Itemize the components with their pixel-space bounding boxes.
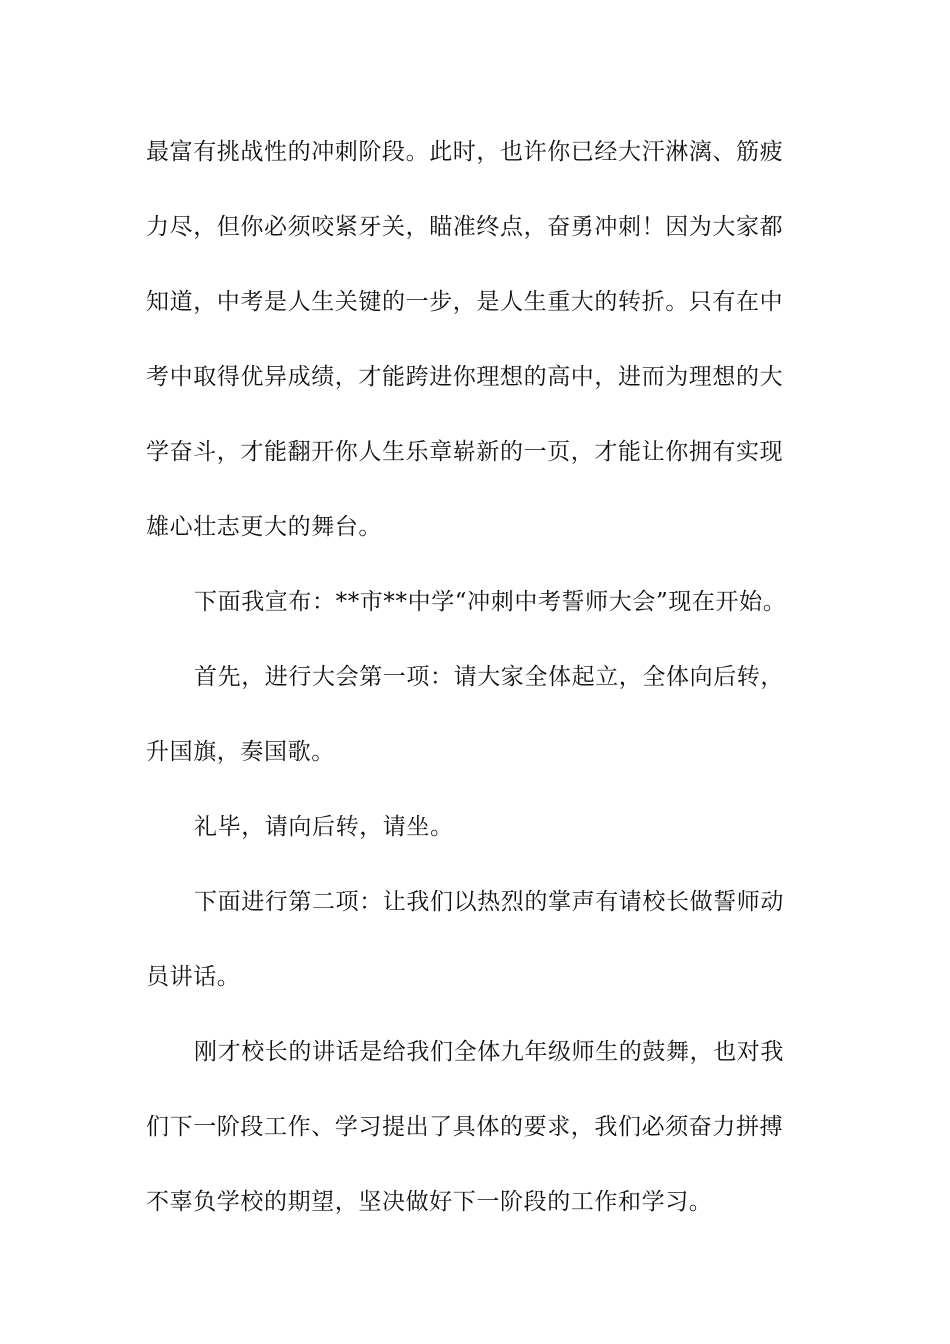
paragraph-line-1: 最富有挑战性的冲刺阶段。此时，也许你已经大汗淋漓、筋疲 [146, 139, 784, 165]
paragraph-line-5: 学奋斗，才能翻开你人生乐章崭新的一页，才能让你拥有实现 [146, 439, 784, 465]
item-two-line-2: 员讲话。 [146, 964, 241, 990]
closing-line-2: 们下一阶段工作、学习提出了具体的要求，我们必须奋力拼搏 [146, 1114, 784, 1140]
closing-line-1: 刚才校长的讲话是给我们全体九年级师生的鼓舞，也对我 [194, 1039, 784, 1065]
paragraph-line-4: 考中取得优异成绩，才能跨进你理想的高中，进而为理想的大 [146, 364, 784, 390]
paragraph-line-2: 力尽，但你必须咬紧牙关，瞄准终点，奋勇冲刺！因为大家都 [146, 214, 784, 240]
ceremony-line: 礼毕，请向后转，请坐。 [194, 814, 454, 840]
paragraph-line-3: 知道，中考是人生关键的一步，是人生重大的转折。只有在中 [146, 289, 784, 315]
item-one-line-1: 首先，进行大会第一项：请大家全体起立，全体向后转， [194, 664, 784, 690]
item-two-line-1: 下面进行第二项：让我们以热烈的掌声有请校长做誓师动 [194, 889, 784, 915]
announcement-line: 下面我宣布：**市**中学“冲刺中考誓师大会”现在开始。 [194, 589, 787, 615]
item-one-line-2: 升国旗，奏国歌。 [146, 739, 335, 765]
paragraph-line-6: 雄心壮志更大的舞台。 [146, 514, 382, 540]
closing-line-3: 不辜负学校的期望，坚决做好下一阶段的工作和学习。 [146, 1189, 713, 1215]
